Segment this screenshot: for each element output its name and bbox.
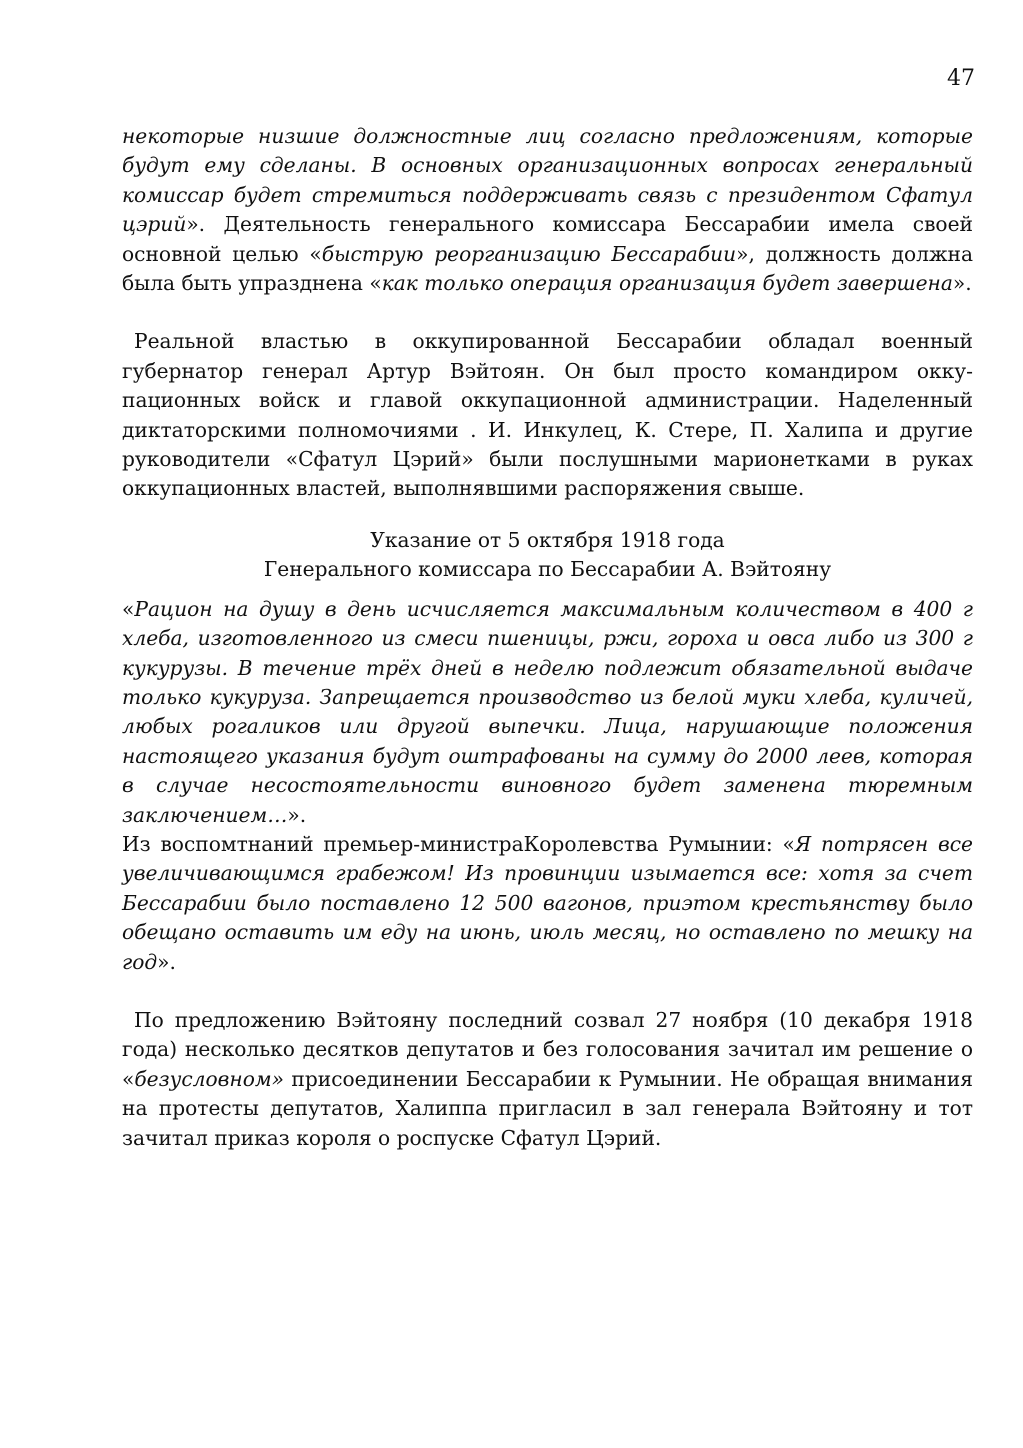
text-normal: », должность должна была быть упразднена « [122, 241, 973, 296]
paragraph-commissar-duties [122, 122, 973, 298]
text-italic: некоторые низшие должностные лиц согласно предложениям, которые будут ему сделаны. В основных организационных вопросах генеральный комиссар будет стремиться поддерживать связь с президентом Сфатул цэрий [122, 124, 973, 237]
quote-open: « [122, 596, 135, 621]
spacer [122, 298, 973, 327]
page-content [122, 122, 973, 1153]
text-italic: безусловном» [134, 1066, 284, 1091]
page-number: 47 [947, 66, 975, 91]
paragraph-military-governor: Реальной властью в оккупированной Бессарабии обладал военный губернатор генерал Артур Вэйтоян. Он был просто командиром оккупационных войск и главой оккупационной администрации. Наделенный диктаторскими полномочиями . И. Инкулец, К. Стере, П. Халипа и другие руководители «Сфатул Цэрий» были послушными марионетками в руках оккупационных властей, выполнявшими распоряжения свыше. [122, 329, 973, 501]
text-normal: ». [952, 271, 972, 296]
quote-text: Рацион на душу в день исчисляется максимальным количеством в 400 г хлеба, изготовленного из смеси пшеницы, ржи, гороха и овса либо из 300 г кукурузы. В течение трёх дней в неделю подлежит обязательной выдаче только кукуруза. Запрещается производство из белой муки хлеба, куличей, любых рогаликов или другой выпечки. Лица, нарушающие положения настоящего указания будут оштрафованы на сумму до 2000 леев, которая в случае несостоятельности виновного будет заменена тюремным заключением… [122, 596, 973, 827]
spacer [122, 977, 973, 1006]
memoir-intro: Из воспомтнаний премьер-министраКоролевства Румынии: « [122, 831, 795, 856]
text-normal: По предложению Вэйтояну последний созвал 27 ноября (10 декабря 1918 года) несколько десятков депутатов и без голосования зачитал им решение о « [122, 1007, 973, 1091]
text-italic: быструю реорганизацию Бессарабии [321, 241, 737, 266]
spacer [122, 504, 973, 526]
text-normal: присоединении Бессарабии к Румынии. Не обращая внимания на протесты депутатов, Халиппа пригласил в зал генерала Вэйтояну и тот зачитал приказ короля о роспуске Сфатул Цэрий. [122, 1066, 973, 1150]
paragraph-decree-quote [122, 595, 973, 830]
spacer [122, 585, 973, 595]
quote-close: ». [287, 802, 307, 827]
decree-heading-line-1: Указание от 5 октября 1918 года [370, 527, 725, 552]
text-normal: ». Деятельность генерального комиссара Бессарабии имела своей основной целью « [122, 212, 973, 266]
text-italic: как только операция организация будет завершена [381, 271, 953, 296]
memoir-close: ». [157, 949, 176, 974]
memoir-quote: Я потрясен все увеличивающимся грабежом! Из провинции изымается все: хотя за счет Бессарабии было поставлено 12 500 вагонов, приэтом крестьянству было обещано оставить им еду на июнь, июль месяц, но оставлено по мешку на год [122, 831, 973, 974]
paragraph-sfatul-dissolution [122, 1006, 973, 1153]
paragraph-pm-memoir [122, 830, 973, 977]
decree-heading-line-2: Генерального комиссара по Бессарабии А. Вэйтояну [263, 557, 832, 582]
